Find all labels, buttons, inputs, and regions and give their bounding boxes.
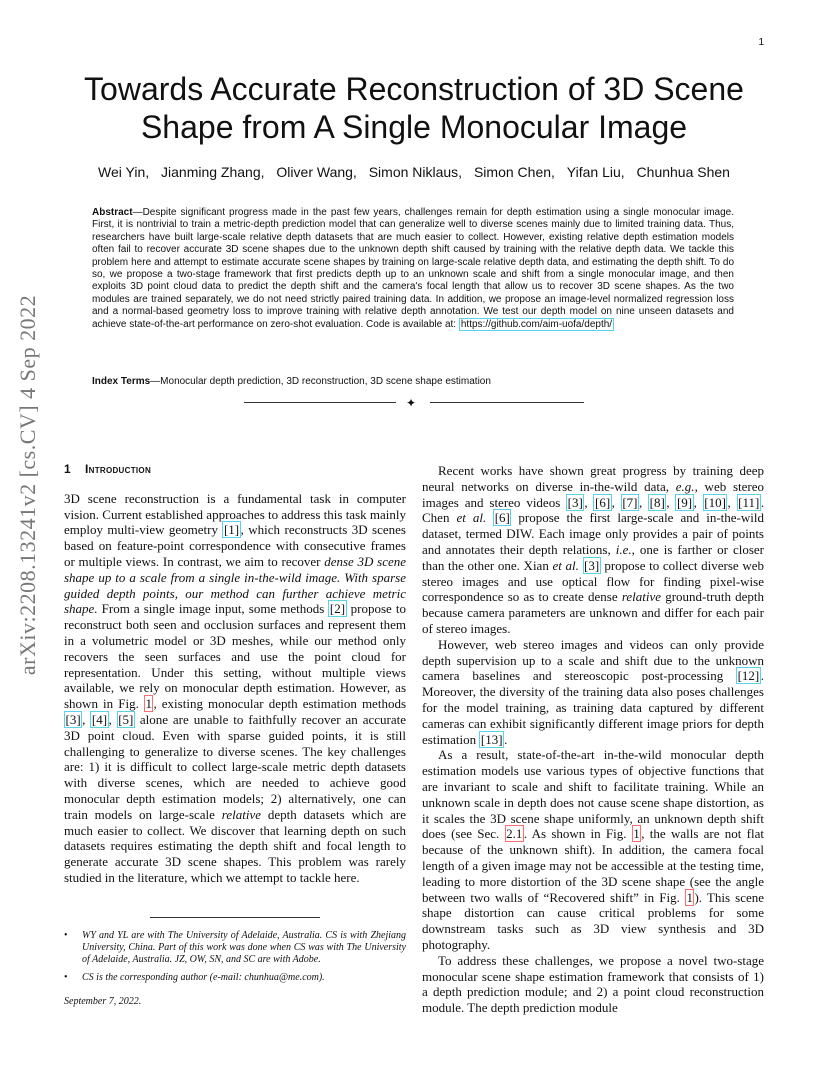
author: Jianming Zhang, <box>161 164 265 180</box>
author-list <box>60 164 768 180</box>
author: Chunhua Shen <box>636 164 730 180</box>
citation-link[interactable]: [3] <box>65 711 81 727</box>
footnotes <box>64 930 406 990</box>
section-link[interactable]: 2.1 <box>506 826 523 842</box>
code-link[interactable]: https://github.com/aim-uofa/depth/ <box>460 318 613 330</box>
separator-line <box>244 402 396 403</box>
citation-link[interactable]: [11] <box>738 494 760 510</box>
abstract <box>92 207 734 331</box>
citation-link[interactable]: [2] <box>329 601 346 617</box>
citation-link[interactable]: [1] <box>223 522 240 538</box>
date: September 7, 2022. <box>64 996 142 1007</box>
diamond-icon: ✦ <box>406 396 417 410</box>
citation-link[interactable]: [6] <box>594 494 611 510</box>
citation-link[interactable]: [3] <box>567 494 583 510</box>
footnote-rule <box>150 917 320 918</box>
paragraph: As a result, state-of-the-art in-the-wild monocular depth estimation models use various types of objective functions that are invariant to scale and shift to facilitate training. While an unknown scale in depth does not cause scene shape distortion, as it scales the 3D scene shape uniformly, an unknown depth shift does (see Sec. 2.1 . As shown in Fig. 1 , the walls are not flat because of the unknown shift). In addition, the camera focal length of a given image may not be accessible at the testing time, leading to more distortion of the 3D scene shape (see the angle between two walls of “Recovered shift” in Fig. 1 ). This scene shape distortion can cause critical problems for some downstream tasks such as 3D view synthesis and 3D photography. <box>422 747 765 952</box>
author: Oliver Wang, <box>276 164 357 180</box>
citation-link[interactable]: [9] <box>676 494 693 510</box>
footnote: • CS is the corresponding author (e-mail: chunhua@me.com). <box>64 972 406 984</box>
paragraph: Recent works have shown great progress by training deep neural networks on diverse in-the-wild data, e.g., web stereo images and stereo videos [3] , [6] , [7] , [8] , [9] , [10] , [11] . Chen et al. [6] propose the first large-scale and in-the-wild dataset, termed DIW. Each image only provides a pair of points and annotates their depth relations, i.e., one is farther or closer than the other one. Xian et al. [3] propose to collect diverse web stereo images and use optical flow for finding pixel-wise correspondence so as to create dense relative ground-truth depth because camera parameters are unknown and differ for each pair of stereo images. <box>422 463 765 636</box>
left-column <box>64 462 406 886</box>
index-terms-text: —Monocular depth prediction, 3D reconstruction, 3D scene shape estimation <box>150 376 491 387</box>
figure-link[interactable]: 1 <box>686 889 693 905</box>
figure-link[interactable]: 1 <box>145 696 152 712</box>
figure-link[interactable]: 1 <box>633 826 640 842</box>
citation-link[interactable]: [13] <box>480 731 503 747</box>
citation-link[interactable]: [7] <box>622 494 638 510</box>
citation-link[interactable]: [3] <box>584 557 600 573</box>
abstract-text: —Despite significant progress made in the past few years, challenges remain for depth estimation using a single monocular image. First, it is nontrivial to train a metric-depth prediction model that can generalize well to diverse scenes mainly due to limited training data. Thus, researchers have built large-scale relative depth datasets that are much easier to collect. However, existing relative depth estimation models often fail to recover accurate 3D scene shapes due to the unknown depth shift caused by training with the relative depth data. We tackle this problem here and attempt to estimate accurate scene shapes by training on large-scale relative depth data, and estimating the depth shift. To do so, we propose a two-stage framework that first predicts depth up to an unknown scale and shift from a single monocular image, and then exploits 3D point cloud data to predict the depth shift and the camera's focal length that allow us to recover 3D scene shapes. As the two modules are trained separately, we do not need strictly paired training data. In addition, we propose an image-level normalized regression loss and a normal-based geometry loss to improve training with relative depth annotation. We test our depth model on nine unseen datasets and achieve state-of-the-art performance on zero-shot evaluation. Code is available at: <box>92 207 734 330</box>
citation-link[interactable]: [12] <box>737 668 760 684</box>
section-heading <box>64 462 406 478</box>
author: Simon Chen, <box>473 164 555 180</box>
citation-link[interactable]: [5] <box>118 711 134 727</box>
citation-link[interactable]: [10] <box>704 494 726 510</box>
paper-title: Towards Accurate Reconstruction of 3D Scene Shape from A Single Monocular Image <box>84 71 744 145</box>
citation-link[interactable]: [8] <box>649 494 665 510</box>
section-number: 1 <box>64 462 71 476</box>
arxiv-id: arXiv:2208.13241v2 [cs.CV] 4 Sep 2022 <box>15 294 40 676</box>
author: Wei Yin, <box>98 164 150 180</box>
abstract-label: Abstract <box>92 207 133 218</box>
separator-line <box>430 402 584 403</box>
right-column <box>422 463 764 1016</box>
arxiv-watermark <box>8 290 48 680</box>
author: Simon Niklaus, <box>368 164 463 180</box>
index-terms <box>92 376 734 387</box>
paragraph: 3D scene reconstruction is a fundamental task in computer vision. Current established approaches to address this task mainly employ multi-view geometry [1] , which reconstructs 3D scenes based on feature-point correspondence with consecutive frames or multiple views. In contrast, we aim to recover dense 3D scene shape up to a scale from a single in-the-wild image. With sparse guided depth points, our method can further achieve metric shape. From a single image input, some methods [2] propose to reconstruct both seen and occlusion surfaces and represent them in a volumetric model or 3D meshes, while our method only recovers the seen surfaces and use the point cloud for representation. Under this setting, without multiple views available, we rely on monocular depth estimation. However, as shown in Fig. 1 , existing monocular depth estimation methods [3] , [4] , [5] alone are unable to faithfully recover an accurate 3D point cloud. Even with sparse guided points, it is still challenging to generalize to diverse scenes. The key challenges are: 1) it is difficult to collect large-scale metric depth datasets with diverse scenes, which are needed to achieve good monocular depth estimation models; 2) alternatively, one can train models on large-scale relative depth datasets which are much easier to collect. We discover that learning depth on such datasets requires estimating the depth shift and focal length to generate accurate 3D scene shapes. This problem was rarely studied in the literature, which we attempt to tackle here. <box>64 490 407 885</box>
page-number: 1 <box>758 37 764 48</box>
paragraph: However, web stereo images and videos can only provide depth supervision up to a scale and shift due to the unknown camera baselines and stereoscopic post-processing [12] . Moreover, the diversity of the training data also poses challenges for the model training, as training data captured by different cameras can exhibit significantly different image priors for depth estimation [13] . <box>422 636 764 747</box>
section-separator <box>244 398 584 408</box>
footnote: • WY and YL are with The University of Adelaide, Australia. CS is with Zhejiang University, China. Part of this work was done when CS was with The University of Adelaide, Australia. JZ, OW, SN, and SC are with Adobe. <box>64 930 406 966</box>
author: Yifan Liu, <box>566 164 625 180</box>
paragraph: To address these challenges, we propose a novel two-stage monocular scene shape estimation framework that consists of 1) a depth prediction module; and 2) a point cloud reconstruction module. The depth prediction module <box>422 952 764 1016</box>
section-title: Introduction <box>84 462 152 476</box>
index-terms-label: Index Terms <box>92 376 151 387</box>
citation-link[interactable]: [6] <box>494 510 510 526</box>
citation-link[interactable]: [4] <box>91 711 108 727</box>
